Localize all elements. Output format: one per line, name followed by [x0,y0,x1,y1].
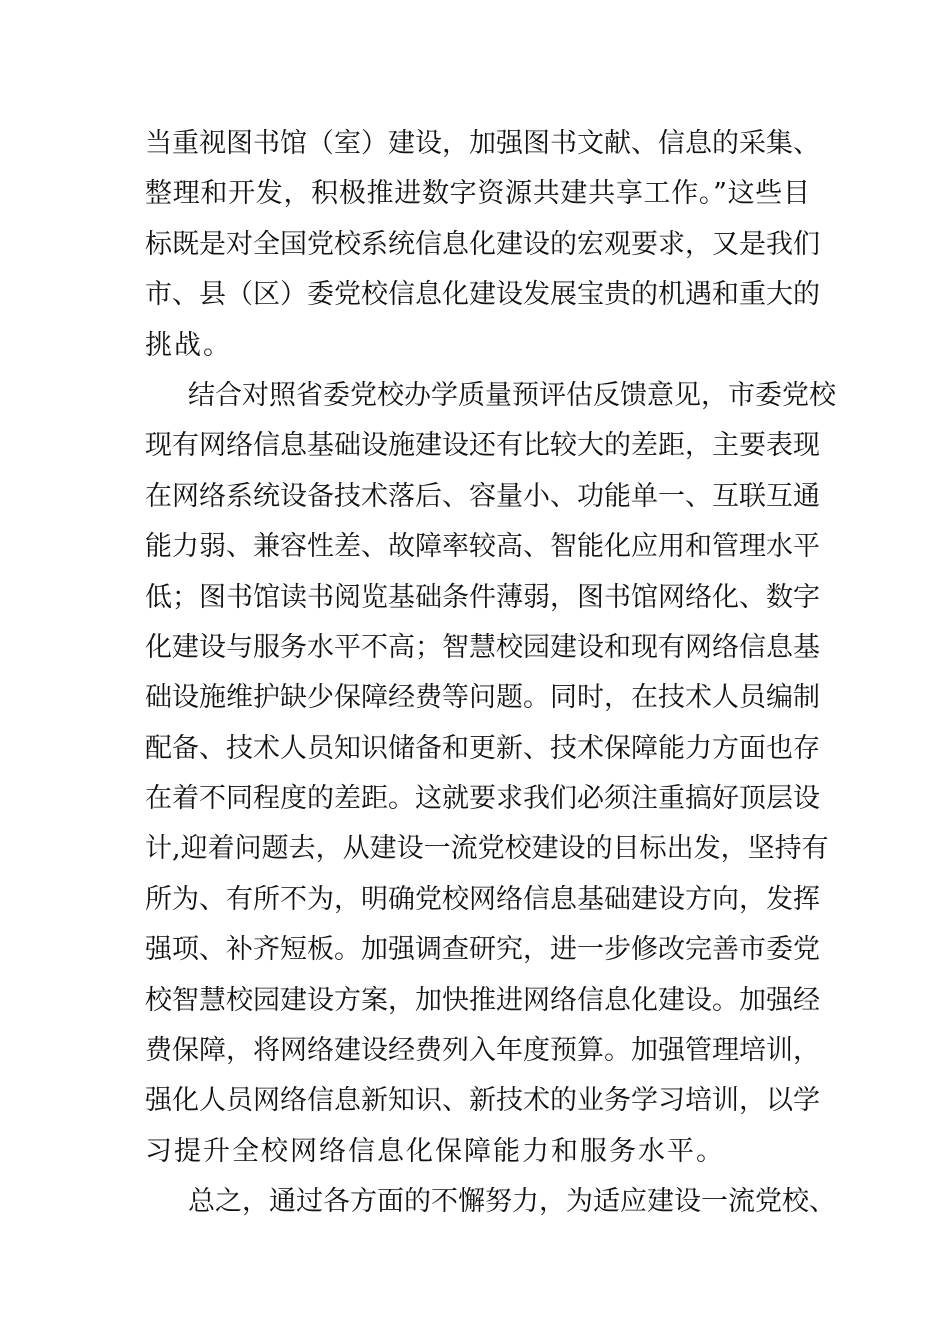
paragraph-line: 计,迎着问题去，从建设一流党校建设的目标出发，坚持有 [145,833,829,865]
paragraph-line: 当重视图书馆（室）建设，加强图书文献、信息的采集、 [145,128,820,159]
paragraph-line: 化建设与服务水平不高；智慧校园建设和现有网络信息基 [145,631,820,663]
paragraph-line: 强项、补齐短板。加强调查研究，进一步修改完善市委党 [145,934,820,966]
paragraph-line: 所为、有所不为，明确党校网络信息基础建设方向，发挥 [145,883,820,915]
paragraph-line: 配备、技术人员知识储备和更新、技术保障能力方面也存 [145,732,820,764]
paragraph-line: 校智慧校园建设方案，加快推进网络信息化建设。加强经 [145,984,820,1016]
paragraph-line: 市、县（区）委党校信息化建设发展宝贵的机遇和重大的 [145,279,820,311]
paragraph-line: 费保障，将网络建设经费列入年度预算。加强管理培训， [145,1035,820,1067]
paragraph-line: 低；图书馆读书阅览基础条件薄弱，图书馆网络化、数字 [145,581,820,613]
paragraph-3 [145,1177,836,1227]
paragraph-line: 习提升全校网络信息化保障能力和服务水平。 [145,1135,725,1167]
paragraph-line: 强化人员网络信息新知识、新技术的业务学习培训，以学 [145,1085,820,1117]
paragraph-line: 础设施维护缺少保障经费等问题。同时，在技术人员编制 [145,682,820,714]
paragraph-line: 结合对照省委党校办学质量预评估反馈意见，市委党校 [188,379,836,411]
paragraph-line: 在着不同程度的差距。这就要求我们必须注重搞好顶层设 [145,783,820,815]
paragraph-2 [145,371,836,1177]
paragraph-line: 标既是对全国党校系统信息化建设的宏观要求，又是我们 [145,228,820,260]
document-body [145,119,836,1228]
paragraph-line: 挑战。 [145,329,232,361]
paragraph-line: 现有网络信息基础设施建设还有比较大的差距，主要表现 [145,430,820,462]
paragraph-line: 整理和开发，积极推进数字资源共建共享工作。”这些目 [145,178,810,210]
paragraph-line: 能力弱、兼容性差、故障率较高、智能化应用和管理水平 [145,531,820,563]
paragraph-line: 在网络系统设备技术落后、容量小、功能单一、互联互通 [145,480,820,512]
paragraph-1 [145,119,820,371]
paragraph-line: 总之，通过各方面的不懈努力，为适应建设一流党校、 [188,1186,836,1218]
